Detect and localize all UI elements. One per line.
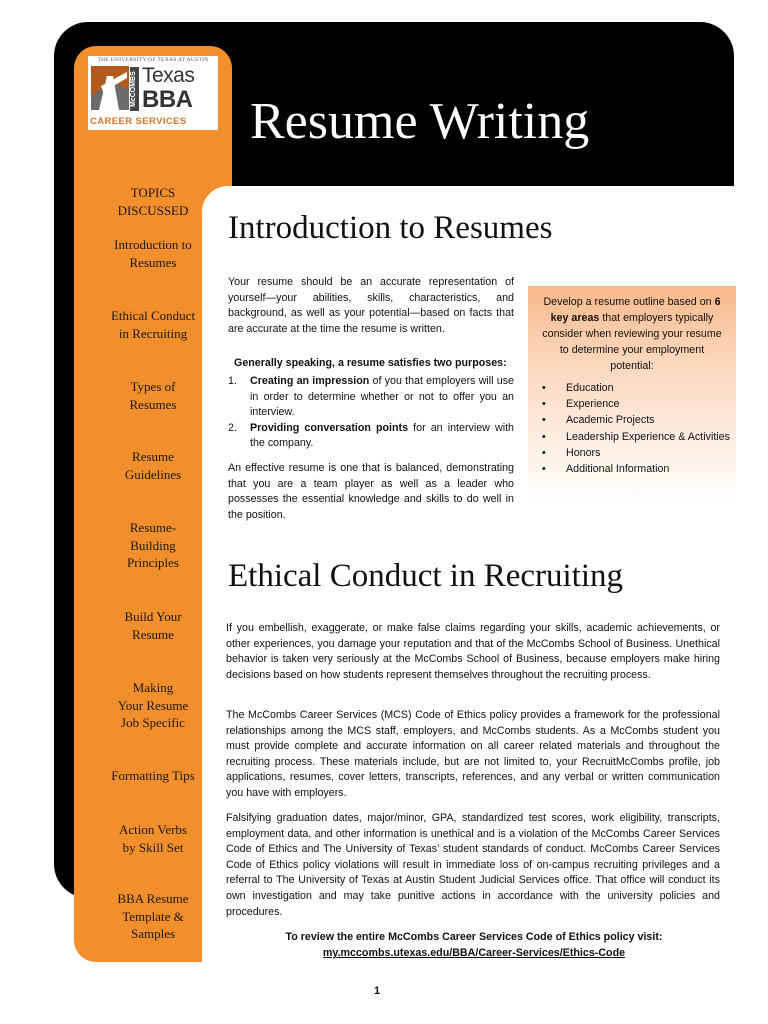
topic-making-resume-job-specific[interactable] — [76, 679, 230, 732]
topic-line: Making — [132, 680, 174, 695]
topic-line: Principles — [127, 555, 179, 570]
ethics-paragraph-1: If you embellish, exaggerate, or make false claims regarding your skills, academic achievements, or other experiences, you damage your reputation and that of the McCombs School of Business. Unethical behavior is taken very seriously at the McCombs School of Business, because employers make hiring decisions based on how students represent themselves throughout the recruiting process. — [226, 622, 720, 681]
topic-line: Formatting Tips — [111, 768, 195, 783]
topic-line: Job Specific — [121, 715, 185, 730]
key-area-item: • Experience — [542, 396, 732, 412]
topic-line: Template & — [122, 908, 184, 924]
ethics-heading: Ethical Conduct in Recruiting — [228, 558, 624, 594]
topic-line: Resume — [132, 449, 174, 464]
topic-line: Resume- — [129, 520, 177, 535]
texas-bba-logo — [88, 56, 218, 130]
purpose-number: 1. — [228, 375, 237, 387]
page-number: 1 — [374, 985, 381, 997]
topic-resume-guidelines[interactable] — [76, 448, 230, 483]
intro-heading: Introduction to Resumes — [228, 210, 553, 246]
intro-paragraph-1: Your resume should be an accurate representation of yourself—your abilities, skills, characteristics, and background, as well as your potential—based on facts that are accurate at the time the resume is written. — [228, 276, 514, 335]
key-area-item: • Honors — [542, 445, 732, 461]
logo-bba-text: BBA — [142, 86, 193, 113]
intro-paragraph-2: An effective resume is one that is balanced, demonstrating that you are a team player as well as a leader who possesses the essential knowledge and skills to do well in the position. — [228, 462, 514, 521]
topic-line: Action Verbs — [118, 822, 187, 837]
topic-line: Resume — [132, 626, 174, 642]
logo-university-text: THE UNIVERSITY OF TEXAS AT AUSTIN — [97, 57, 209, 63]
ethics-policy-cta — [226, 929, 722, 961]
key-area-item: • Academic Projects — [542, 412, 732, 428]
topic-line: Building — [130, 537, 176, 553]
topic-formatting-tips[interactable] — [76, 767, 230, 785]
topic-bba-resume-template[interactable] — [76, 890, 230, 943]
purpose-item — [228, 421, 514, 452]
topics-list — [76, 184, 230, 941]
topic-line: by Skill Set — [122, 839, 184, 855]
purpose-text: of you that employers will use in order to determine whether or not to offer you an interview. — [250, 375, 514, 419]
key-areas-list — [542, 380, 732, 477]
callout-text-bold: 6 key areas — [550, 296, 721, 324]
ethics-paragraph-2: The McCombs Career Services (MCS) Code of Ethics policy provides a framework for the professional relationships among the MCS staff, employers, and McCombs students. As a McCombs student you must provide complete and accurate information on all career related materials and throughout the recruiting process. These materials include, but are not limited to, your RecruitMcCombs profile, job applications, resumes, cover letters, transcripts, references, and any verbal or written communication you have with employers. — [226, 709, 720, 799]
topic-line: Introduction to — [114, 237, 192, 252]
topics-heading-line1: TOPICS — [130, 185, 176, 200]
key-area-item: • Education — [542, 380, 732, 396]
topic-line: Your Resume — [117, 697, 189, 713]
topic-line: Guidelines — [124, 466, 182, 482]
key-areas-callout — [528, 286, 736, 502]
topic-line: in Recruiting — [118, 325, 188, 341]
topics-heading — [76, 184, 230, 219]
topic-line: BBA Resume — [117, 891, 189, 906]
purpose-bold: Providing conversation points — [250, 421, 409, 434]
topic-action-verbs[interactable] — [76, 821, 230, 856]
topic-line: Ethical Conduct — [110, 308, 196, 323]
purposes-list — [228, 374, 514, 452]
callout-text-pre: Develop a resume outline based on — [543, 296, 715, 308]
topic-line: Types of — [130, 379, 176, 394]
topic-build-your-resume[interactable] — [76, 608, 230, 643]
topic-types-of-resumes[interactable] — [76, 378, 230, 413]
page-title: Resume Writing — [250, 93, 590, 150]
purpose-item — [228, 374, 514, 421]
topic-line: Resumes — [129, 396, 177, 412]
topic-resume-building-principles[interactable] — [76, 519, 230, 572]
topic-introduction-to-resumes[interactable] — [76, 236, 230, 271]
ethics-paragraph-3: Falsifying graduation dates, major/minor, GPA, standardized test scores, work eligibility, transcripts, employment data, and other information is unethical and is a violation of the McCombs Career Services Code of Ethics and The University of Texas’ student standards of conduct. McCombs Career Services Code of Ethics policy violations will result in immediate loss of on-campus recruiting privileges and a referral to The University of Texas at Austin Student Judicial Services office. That office will conduct its own investigation and may take punitive actions in accordance with the university policies and procedures. — [226, 812, 720, 918]
topic-line: Samples — [130, 926, 176, 941]
logo-mccombs-text: McCOMBS — [130, 67, 139, 111]
purpose-text: for an interview with the company. — [250, 421, 514, 450]
logo-career-services-text: CAREER SERVICES — [90, 116, 187, 127]
key-area-item: • Additional Information — [542, 461, 732, 477]
cta-text: To review the entire McCombs Career Services Code of Ethics policy visit: — [285, 931, 663, 943]
purpose-number: 2. — [228, 421, 237, 434]
topic-line: Resumes — [129, 254, 177, 270]
key-area-item: • Leadership Experience & Activities — [542, 429, 732, 445]
ethics-code-link[interactable]: my.mccombs.utexas.edu/BBA/Career-Services/Ethics-Code — [322, 947, 626, 959]
callout-text-post: that employers typically consider when reviewing your resume to determine your employment potential: — [542, 312, 722, 372]
topics-heading-line2: DISCUSSED — [117, 202, 189, 218]
logo-texas-text: Texas — [142, 64, 195, 87]
callout-text — [538, 294, 726, 374]
topic-line: Build Your — [124, 609, 182, 624]
tower-logo-icon — [91, 66, 129, 110]
purposes-title: Generally speaking, a resume satisfies two purposes: — [234, 357, 507, 369]
topic-ethical-conduct[interactable] — [76, 307, 230, 342]
purpose-bold: Creating an impression — [250, 375, 370, 387]
